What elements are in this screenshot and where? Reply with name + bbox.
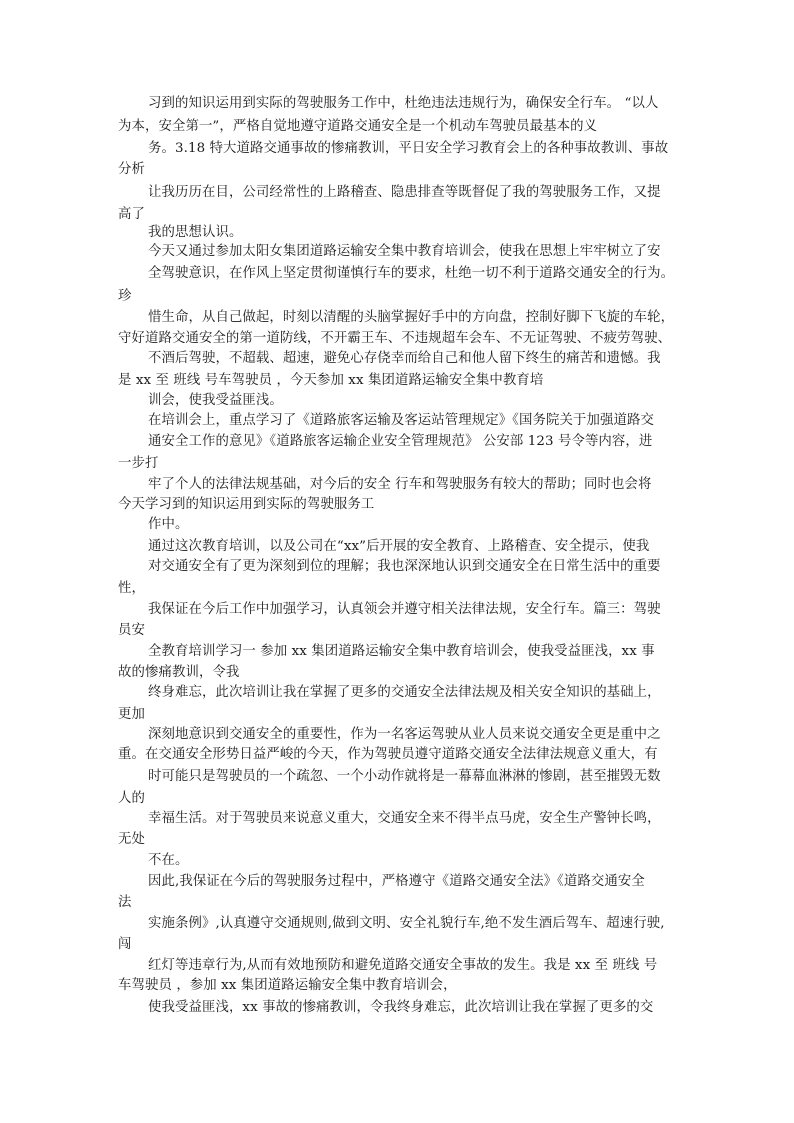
- text-line: 车驾驶员 ，参加 xx 集团道路运输安全集中教育培训会，: [118, 978, 457, 993]
- text-line: 是 xx 至 班线 号车驾驶员 ，今天参加 xx 集团道路运输安全集中教育培: [118, 373, 544, 388]
- text-line: 通过这次教育培训，以及公司在“xx”后开展的安全教育、上路稽查、安全提示，使我: [148, 539, 650, 554]
- text-line: 红灯等违章行为,从而有效地预防和避免道路交通安全事故的发生。我是 xx 至 班线 号: [148, 958, 658, 973]
- text-line: 牢了个人的法律法规基础，对今后的安全 行车和驾驶服务有较大的帮助；同时也会将: [148, 477, 652, 492]
- text-line: 今天又通过参加太阳女集团道路运输安全集中教育培训会，使我在思想上牢牢树立了安: [148, 244, 661, 259]
- text-line: 为本，安全第一”，严格自觉地遵守道路交通安全是一个机动车驾驶员最基本的义: [118, 119, 598, 134]
- text-line: 性，: [118, 581, 145, 596]
- text-line: 珍: [118, 289, 132, 304]
- text-line: 不在。: [148, 853, 189, 868]
- text-line: 更加: [118, 707, 145, 722]
- text-line: 我保证在今后工作中加强学习，认真领会并遵守相关法律法规，安全行车。篇三：驾驶: [148, 602, 661, 617]
- text-line: 今天学习到的知识运用到实际的驾驶服务工: [118, 497, 375, 512]
- text-line: 故的惨痛教训，令我: [118, 665, 240, 680]
- text-line: 法: [118, 895, 132, 910]
- text-line: 全教育培训学习一 参加 xx 集团道路运输安全集中教育培训会，使我受益匪浅，xx 事: [148, 644, 655, 659]
- text-line: 作中。: [148, 517, 189, 532]
- text-line: 时可能只是驾驶员的一个疏忽、一个小动作就将是一幕幕血淋淋的惨剧，甚至摧毁无数: [148, 769, 661, 784]
- text-line: 终身难忘，此次培训让我在掌握了更多的交通安全法律法规及相关安全知识的基础上，: [148, 685, 661, 700]
- text-line: 一步打: [118, 456, 159, 471]
- text-line: 不酒后驾驶，不超载、超速，避免心存侥幸而给自己和他人留下终生的痛苦和遗憾。我: [148, 351, 661, 366]
- text-line: 分析: [118, 162, 145, 177]
- text-line: 无处: [118, 832, 145, 847]
- text-line: 惜生命，从自己做起，时刻以清醒的头脑掌握好手中的方向盘，控制好脚下飞旋的车轮，: [148, 310, 675, 325]
- text-line: 守好道路交通安全的第一道防线，不开霸王车、不违规超车会车、不无证驾驶、不疲劳驾驶、: [118, 331, 672, 346]
- text-line: 重。在交通安全形势日益严峻的今天，作为驾驶员遵守道路交通安全法律法规意义重大，有: [118, 747, 658, 762]
- text-line: 通安全工作的意见》《道路旅客运输企业安全管理规范》 公安部 123 号令等内容，进: [148, 434, 653, 449]
- text-line: 习到的知识运用到实际的驾驶服务工作中，杜绝违法违规行为，确保安全行车。 “以人: [148, 96, 659, 111]
- text-line: 幸福生活。对于驾驶员来说意义重大，交通安全来不得半点马虎，安全生产警钟长鸣，: [148, 811, 661, 826]
- text-line: 闯: [118, 937, 132, 952]
- text-line: 深刻地意识到交通安全的重要性，作为一名客运驾驶从业人员来说交通安全更是重中之: [148, 727, 661, 742]
- text-line: 让我历历在目，公司经常性的上路稽查、隐患排查等既督促了我的驾驶服务工作，又提: [148, 185, 661, 200]
- text-line: 务。3.18 特大道路交通事故的惨痛教训，平日安全学习教育会上的各种事故教训、事故: [148, 141, 669, 156]
- text-line: 使我受益匪浅，xx 事故的惨痛教训，令我终身难忘，此次培训让我在掌握了更多的交: [148, 1000, 654, 1015]
- text-line: 训会，使我受益匪浅。: [148, 393, 283, 408]
- text-line: 我的思想认识。: [148, 225, 243, 240]
- text-line: 全驾驶意识，在作风上坚定贯彻谨慎行车的要求，杜绝一切不利于道路交通安全的行为。: [148, 266, 675, 281]
- text-line: 实施条例》,认真遵守交通规则,做到文明、安全礼貌行车,绝不发生酒后驾车、超速行驶,: [148, 916, 665, 931]
- text-line: 对交通安全有了更为深刻到位的理解；我也深深地认识到交通安全在日常生活中的重要: [148, 559, 661, 574]
- text-line: 员安: [118, 623, 145, 638]
- text-line: 在培训会上，重点学习了《道路旅客运输及客运站管理规定》《国务院关于加强道路交: [148, 413, 654, 428]
- text-line: 人的: [118, 791, 145, 806]
- text-line: 高了: [118, 207, 145, 222]
- text-line: 因此,我保证在今后的驾驶服务过程中，严格遵守《道路交通安全法》《道路交通安全: [148, 874, 645, 889]
